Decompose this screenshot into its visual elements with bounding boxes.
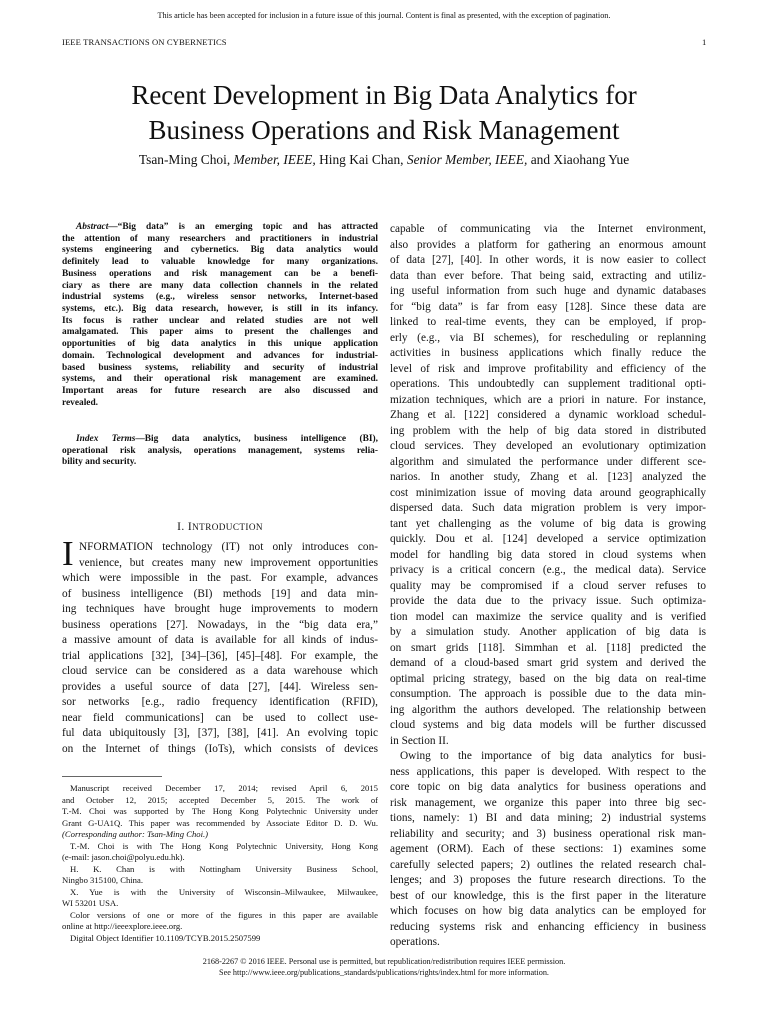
body-line: a massive amount of data is available for all kinds of indus-	[62, 634, 378, 646]
body-line: consumption. The approach is possible due to the data min-	[390, 688, 706, 700]
abstract-line: Its focus is rather unclear and related studies are not well	[62, 315, 378, 326]
footnote-line: T.-M. Choi was supported by The Hong Kong Polytechnic University under	[62, 806, 378, 816]
footnote-line: Digital Object Identifier 10.1109/TCYB.2015.2507599	[70, 932, 261, 943]
abstract-line: based business systems, reliability and security of industrial	[62, 362, 378, 373]
journal-running-head: IEEE TRANSACTIONS ON CYBERNETICS	[62, 37, 227, 47]
body-line: erly (e.g., via BI schemes), for rescheduling or replanning	[390, 331, 706, 344]
body-line: algorithm and simulated the performance under different sce-	[390, 455, 706, 468]
body-line: cost minimization issue of moving data around geographically	[390, 486, 706, 499]
body-line: also provides a platform for gathering an enormous amount	[390, 238, 706, 251]
body-line: operations.	[390, 936, 440, 948]
section-title-rest: NTRODUCTION	[192, 522, 263, 532]
body-line: quickly. Dou et al. [124] developed a service optimization	[390, 533, 706, 545]
abstract-line: Business operations and risk management can be a benefi-	[62, 268, 378, 279]
body-line: Zhang et al. [122] considered a dynamic workload schedul-	[390, 409, 706, 421]
body-line: ing techniques have brought huge improvements to modern	[62, 603, 378, 615]
body-line: ing useful information from such huge and dynamic databases	[390, 285, 706, 297]
section-title-first-letter: I	[187, 521, 193, 533]
body-line: dispersed data. Such data migration problem is very impor-	[390, 502, 706, 514]
body-line: lenges; and 3) proposes the future research directions. To the	[390, 874, 706, 886]
body-line: core topic on big data analytics for business operations and	[390, 781, 706, 793]
body-line: cloud systems and big data models will be further discussed	[390, 719, 706, 731]
body-line: operations. This undoubtedly can supplement traditional opti-	[390, 378, 706, 390]
title-line-2: Business Operations and Risk Management	[148, 115, 620, 145]
section-heading	[62, 521, 378, 533]
body-line: ing algorithm the authors developed. The relationship between	[390, 703, 706, 716]
footnote-line: online at http://ieeexplore.ieee.org.	[62, 921, 183, 931]
body-line: tant yet challenging as the volume of big data is growing	[390, 517, 706, 530]
footnote-line: and October 12, 2015; accepted December 5, 2015. The work of	[62, 794, 378, 805]
abstract-line: definitely lead to valuable knowledge for many organizations.	[62, 257, 378, 268]
footnotes	[62, 783, 378, 944]
author-1-role: Member, IEEE,	[233, 152, 316, 167]
body-line: activities in business applications which finally reduce the	[390, 347, 706, 359]
abstract-line	[62, 222, 378, 234]
author-1: Tsan-Ming Choi,	[138, 152, 231, 167]
body-line: trial applications [32], [34]–[36], [45]–[48]. For example, the	[62, 649, 378, 662]
abstract-line: opportunities of big data analytics in this unique application	[62, 339, 378, 350]
body-line: cloud service can be considered as a data warehouse which	[62, 665, 378, 677]
abstract-line: revealed.	[62, 397, 99, 408]
body-line: ing problem with the help of big data stored in distributed	[390, 424, 706, 437]
abstract-line: domain. Technological development and advances for industrial-	[62, 350, 378, 361]
footnote-line: Ningbo 315100, China.	[62, 875, 143, 885]
body-line: carefully selected papers; 2) outlines the related research chal-	[390, 858, 706, 871]
right-column-body	[390, 222, 706, 951]
body-line: linked to real-time events, they can be employed, if prop-	[390, 316, 706, 328]
body-line: by a simulation study. Another application of big data is	[390, 626, 706, 638]
abstract-text: —“Big data” is an emerging topic and has attracted	[108, 222, 378, 232]
body-line: ness applications, this paper is developed. With respect to the	[390, 765, 706, 778]
abstract-line: industrial systems (e.g., wireless sensor networks, Internet-based	[62, 292, 378, 303]
body-line: data than ever before. That being said, extracting and utiliz-	[390, 269, 706, 282]
footnote-line: X. Yue is with the University of Wisconsin–Milwaukee, Milwaukee,	[70, 886, 378, 897]
body-line: sor networks [e.g., radio frequency identification (RFID),	[62, 696, 378, 708]
body-line: of business intelligence (BI) methods [19] and data min-	[62, 587, 378, 600]
footnote-line: H. K. Chan is with Nottingham University Business School,	[70, 863, 378, 874]
footnote-line: WI 53201 USA.	[62, 898, 119, 908]
paper-title	[40, 78, 728, 148]
abstract-line: the attention of many researchers and practitioners in industrial	[62, 233, 378, 244]
index-terms-line	[62, 434, 378, 446]
introduction-body	[62, 534, 378, 757]
author-2-role: Senior Member, IEEE,	[406, 152, 528, 167]
footnote-line: T.-M. Choi is with The Hong Kong Polytechnic University, Hong Kong	[70, 840, 378, 851]
copyright-line-1: 2168-2267 © 2016 IEEE. Personal use is permitted, but republication/redistribution requires IEEE permission.	[202, 957, 566, 966]
body-line: capable of communicating via the Internet environment,	[390, 223, 706, 235]
body-line: demand of a cloud-based smart grid system and derived the	[390, 657, 706, 669]
body-line: agement (ORM). Each of these sections: 1) examines some	[390, 843, 706, 855]
section-numeral: I.	[177, 521, 185, 533]
body-line: Owing to the importance of big data analytics for busi-	[400, 750, 706, 762]
author-3: and Xiaohang Yue	[530, 152, 630, 167]
body-line: of data [27], [40]. In other words, it is now easier to collect	[390, 254, 706, 266]
page-number: 1	[702, 37, 707, 47]
body-line: which focuses on how big data analytics can be employed for	[390, 905, 706, 917]
body-line: which were impossible in the past. For example, advances	[62, 572, 378, 584]
index-terms	[62, 434, 378, 469]
abstract-label: Abstract	[76, 222, 109, 232]
footnote-line: Color versions of one or more of the figures in this paper are available	[70, 909, 378, 920]
body-line: best of our knowledge, this is the first paper in the literature	[390, 889, 706, 902]
footnote-line: (Corresponding author: Tsan-Ming Choi.)	[62, 829, 208, 839]
author-2: Hing Kai Chan,	[319, 152, 404, 167]
footnote-divider	[62, 776, 162, 777]
body-line: ful data ubiquitously [3], [37], [38], [41]. An evolving topic	[62, 727, 378, 739]
index-terms-label: Index Terms	[76, 434, 136, 444]
index-terms-line: operational risk analysis, operations management, systems relia-	[62, 445, 378, 456]
copyright-line-2: See http://www.ieee.org/publications_standards/publications/rights/index.html for more information.	[219, 968, 549, 977]
body-line: quality may be compromised if a cloud server refuses to	[390, 579, 706, 592]
footnote-line: Grant G-UA1Q. This paper was recommended by Associate Editor D. D. Wu.	[62, 817, 378, 828]
body-line: provide the data due to the privacy issue. Such optimiza-	[390, 595, 706, 607]
body-line: venience, but creates many new improvement opportunities	[79, 556, 378, 569]
body-line: provides a useful source of data [27], [44]. Wireless sen-	[62, 680, 378, 693]
abstract-line: systems, and their operational risk management are examined.	[62, 374, 378, 385]
abstract-line: Important areas for future research are also discussed and	[62, 386, 378, 397]
body-line: on the Internet of things (IoTs), which consists of devices	[62, 742, 378, 755]
body-line: privacy is a critical concern (e.g., the medical data). Service	[390, 564, 706, 576]
body-line: model for handling big data stored in cloud systems when	[390, 548, 706, 561]
abstract	[62, 222, 378, 410]
body-line: cloud services. They developed an evolutionary optimization	[390, 440, 706, 452]
body-line: reducing systems risk and enhancing efficiency in business	[390, 920, 706, 933]
body-line: tion model can maximize the service quality and is verified	[390, 610, 706, 623]
body-line: tions, namely: 1) BI and data mining; 2) industrial systems	[390, 812, 706, 824]
body-line: reliability and security; and 3) business operational risk man-	[390, 827, 706, 840]
body-line: for “big data” is far from easy [128]. Since these data are	[390, 300, 706, 313]
title-line-1: Recent Development in Big Data Analytics for	[131, 80, 637, 110]
acceptance-notice: This article has been accepted for inclusion in a future issue of this journal. Content is final as presented, with the exception of pagination.	[157, 11, 611, 20]
body-line: NFORMATION technology (IT) not only introduces con-	[79, 541, 378, 553]
body-line: narios. In another study, Zhang et al. [123] analyzed the	[390, 471, 706, 483]
body-line: optimal pricing strategy, based on the big data on real-time	[390, 672, 706, 685]
body-line: mization techniques, which are a priori in nature. For instance,	[390, 393, 706, 406]
body-line: on smart grids [118]. Simmhan et al. [118] predicted the	[390, 641, 706, 654]
footnote-line: Manuscript received December 17, 2014; revised April 6, 2015	[70, 783, 378, 793]
abstract-line: amalgamated. This paper aims to present the challenges and	[62, 327, 378, 338]
body-line: risk management, we organize this paper into three big sec-	[390, 796, 706, 809]
body-line: business operations [27]. Nowadays, in the “big data era,”	[62, 618, 378, 631]
abstract-line: systems engineering and cybernetics. Big data analytics would	[62, 245, 378, 256]
body-line: level of risk and improve profitability and efficiency of the	[390, 362, 706, 375]
copyright-footer	[40, 956, 728, 978]
body-line: near field communications] can be used to collect use-	[62, 711, 378, 724]
abstract-line: ciary as there are many data collection channels in the related	[62, 280, 378, 291]
author-list	[40, 152, 728, 168]
drop-cap: I	[62, 534, 74, 573]
footnote-line: (e-mail: jason.choi@polyu.edu.hk).	[62, 852, 185, 862]
body-line: in Section II.	[390, 734, 449, 747]
index-terms-text: —Big data analytics, business intelligence (BI),	[135, 434, 378, 444]
abstract-line: systems, etc.). Big data research, however, is still in its infancy.	[62, 304, 378, 315]
index-terms-line: bility and security.	[62, 457, 137, 468]
